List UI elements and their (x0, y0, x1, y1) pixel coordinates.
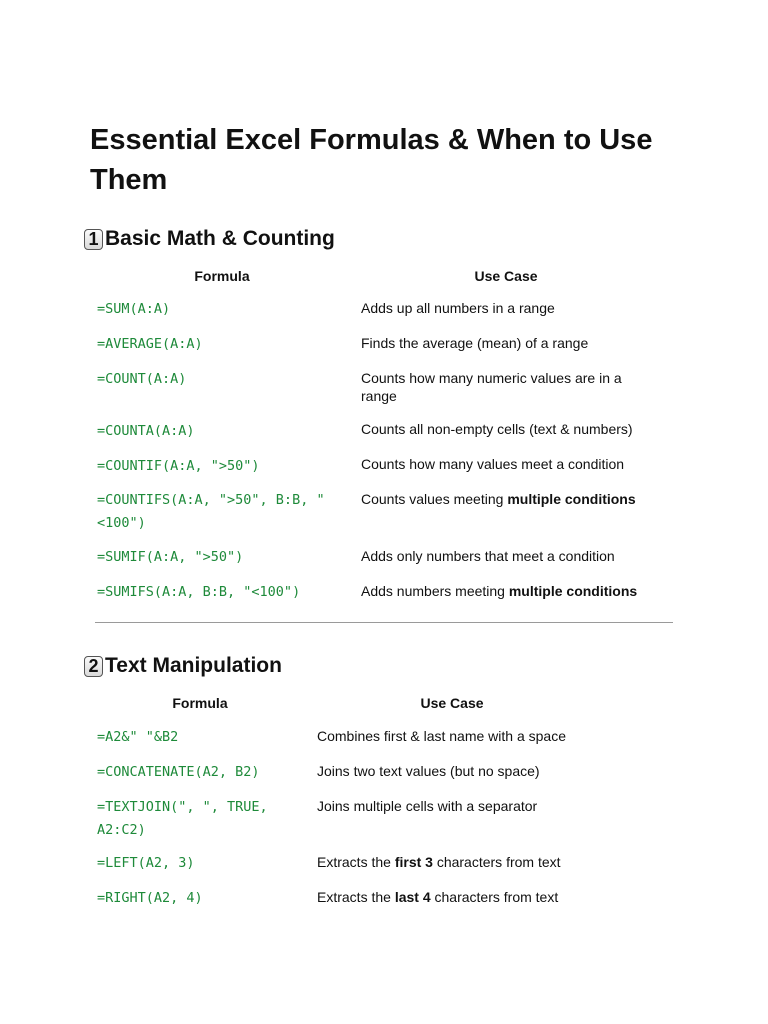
use-case-cell: Counts values meeting multiple conditions (361, 491, 636, 507)
use-case-cell: Adds numbers meeting multiple conditions (361, 583, 638, 599)
formula-cell: =SUM(A:A) (97, 301, 171, 317)
use-case-cell: Adds only numbers that meet a condition (361, 548, 615, 564)
formula-cell: =SUMIFS(A:A, B:B, "<100") (97, 584, 301, 600)
number-two-keycap-icon: 2 (84, 656, 103, 677)
column-header-formula: Formula (172, 695, 228, 711)
number-one-keycap-icon: 1 (84, 229, 103, 250)
column-header-formula: Formula (194, 268, 250, 284)
formula-cell: =SUMIF(A:A, ">50") (97, 549, 244, 565)
formula-cell: =LEFT(A2, 3) (97, 855, 195, 871)
section-heading-text-manipulation (84, 653, 282, 679)
formula-cell: =RIGHT(A2, 4) (97, 890, 203, 906)
use-case-cell: Extracts the last 4 characters from text (317, 889, 559, 905)
column-header-use-case: Use Case (420, 695, 484, 711)
formula-cell: =TEXTJOIN(", ", TRUE, A2:C2) (97, 799, 268, 838)
use-case-cell: Finds the average (mean) of a range (361, 335, 589, 351)
use-case-cell: Combines first & last name with a space (317, 728, 566, 744)
page-title: Essential Excel Formulas & When to Use Them (90, 124, 653, 196)
use-case-cell: Joins two text values (but no space) (317, 763, 540, 779)
use-case-cell: Counts how many numeric values are in a range (361, 370, 622, 404)
formula-cell: =AVERAGE(A:A) (97, 336, 203, 352)
use-case-cell: Extracts the first 3 characters from text (317, 854, 561, 870)
section-title: Text Manipulation (105, 654, 282, 677)
formula-cell: =A2&" "&B2 (97, 729, 179, 745)
section-heading-basic-math (84, 226, 335, 252)
use-case-cell: Counts how many values meet a condition (361, 456, 625, 472)
use-case-cell: Counts all non-empty cells (text & numbers) (361, 421, 633, 437)
formula-cell: =COUNTA(A:A) (97, 423, 195, 439)
formula-cell: =COUNTIF(A:A, ">50") (97, 458, 260, 474)
section-divider (95, 622, 673, 623)
use-case-cell: Joins multiple cells with a separator (317, 798, 538, 814)
formula-cell: =COUNTIFS(A:A, ">50", B:B, "<100") (97, 492, 325, 531)
column-header-use-case: Use Case (474, 268, 538, 284)
formula-cell: =COUNT(A:A) (97, 371, 187, 387)
use-case-cell: Adds up all numbers in a range (361, 300, 555, 316)
formula-cell: =CONCATENATE(A2, B2) (97, 764, 260, 780)
section-title: Basic Math & Counting (105, 227, 335, 250)
